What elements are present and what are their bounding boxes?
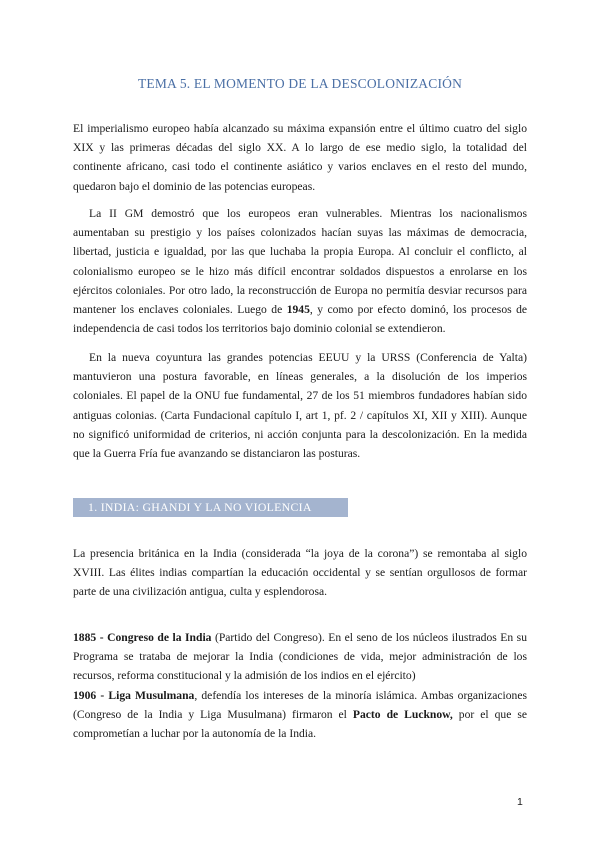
event-1906-date: 1906 - (73, 689, 109, 702)
event-1885-name: Congreso de la India (107, 631, 212, 644)
intro-paragraph-2-end: , y como por efecto dominó, los procesos de independencia de casi todos los territorios bajo dominio colonial se extendieron. (73, 303, 528, 336)
event-1885 (73, 628, 527, 686)
intro-paragraph-1: El imperialismo europeo había alcanzado su máxima expansión entre el último cuatro del siglo XIX y las primeras décadas del siglo XX. A lo largo de ese medio siglo, la totalidad del continente africano, casi todo el continente asiático y varios enclaves en el resto del mundo, quedaron bajo el dominio de las potencias europeas. (73, 122, 527, 193)
event-1906-name: Liga Musulmana (108, 689, 195, 702)
intro-paragraph-2 (73, 204, 527, 338)
pact-of-lucknow: Pacto de Lucknow, (352, 708, 453, 722)
document-title: TEMA 5. EL MOMENTO DE LA DESCOLONIZACIÓN (137, 76, 463, 91)
intro-paragraph-3: En la nueva coyuntura las grandes potencias EEUU y la URSS (Conferencia de Yalta) mantuvieron una postura favorable, en líneas generales, a la disolución de los imperios coloniales. El papel de la ONU fue fundamental, 27 de los 51 miembros fundadores habían sido antiguas colonias. (Carta Fundacional capítulo I, art 1, pf. 2 / capítulos XI, XII y XIII). Aunque no significó uniformidad de criterios, ni acción conjunta para la descolonización. En la medida que la Guerra Fría fue avanzando se distanciaron las posturas. (73, 351, 527, 461)
event-1906 (73, 686, 527, 744)
year-1945: 1945 (286, 303, 310, 317)
page-number: 1 (517, 796, 523, 808)
intro-paragraph-2-text: La II GM demostró que los europeos eran vulnerables. Mientras los nacionalismos aumentaban su prestigio y los países colonizados hacían suyas las máximas de democracia, libertad, justicia e igualdad, por las que luchaba la propia Europa. Al concluir el conflicto, al colonialismo europeo se le hizo más difícil encontrar soldados dispuestos a enrolarse en los ejércitos coloniales. Por otro lado, la reconstrucción de Europa no permitía desviar recursos para mantener los enclaves coloniales. Luego de (73, 207, 527, 317)
event-1885-text: (Partido del Congreso). En el seno de los núcleos ilustrados En su Programa se trataba de mejorar la India (condiciones de vida, mejor administración de los recursos, reforma constitucional y la admisión de los indios en el ejército) (73, 631, 527, 683)
section-heading: 1. INDIA: GHANDI Y LA NO VIOLENCIA (88, 500, 312, 514)
event-1885-date: 1885 - (73, 631, 108, 644)
event-1906-text: , defendía los intereses de la minoría islámica. Ambas organizaciones (Congreso de la India y Liga Musulmana) firmaron el (73, 689, 527, 722)
india-paragraph: La presencia británica en la India (considerada “la joya de la corona”) se remontaba al siglo XVIII. Las élites indias compartían la educación occidental y se sentían orgullosos de formar parte de una civilización antigua, culta y esplendorosa. (73, 547, 527, 599)
event-1906-end: por el que se comprometían a luchar por la autonomía de la India. (73, 708, 527, 741)
